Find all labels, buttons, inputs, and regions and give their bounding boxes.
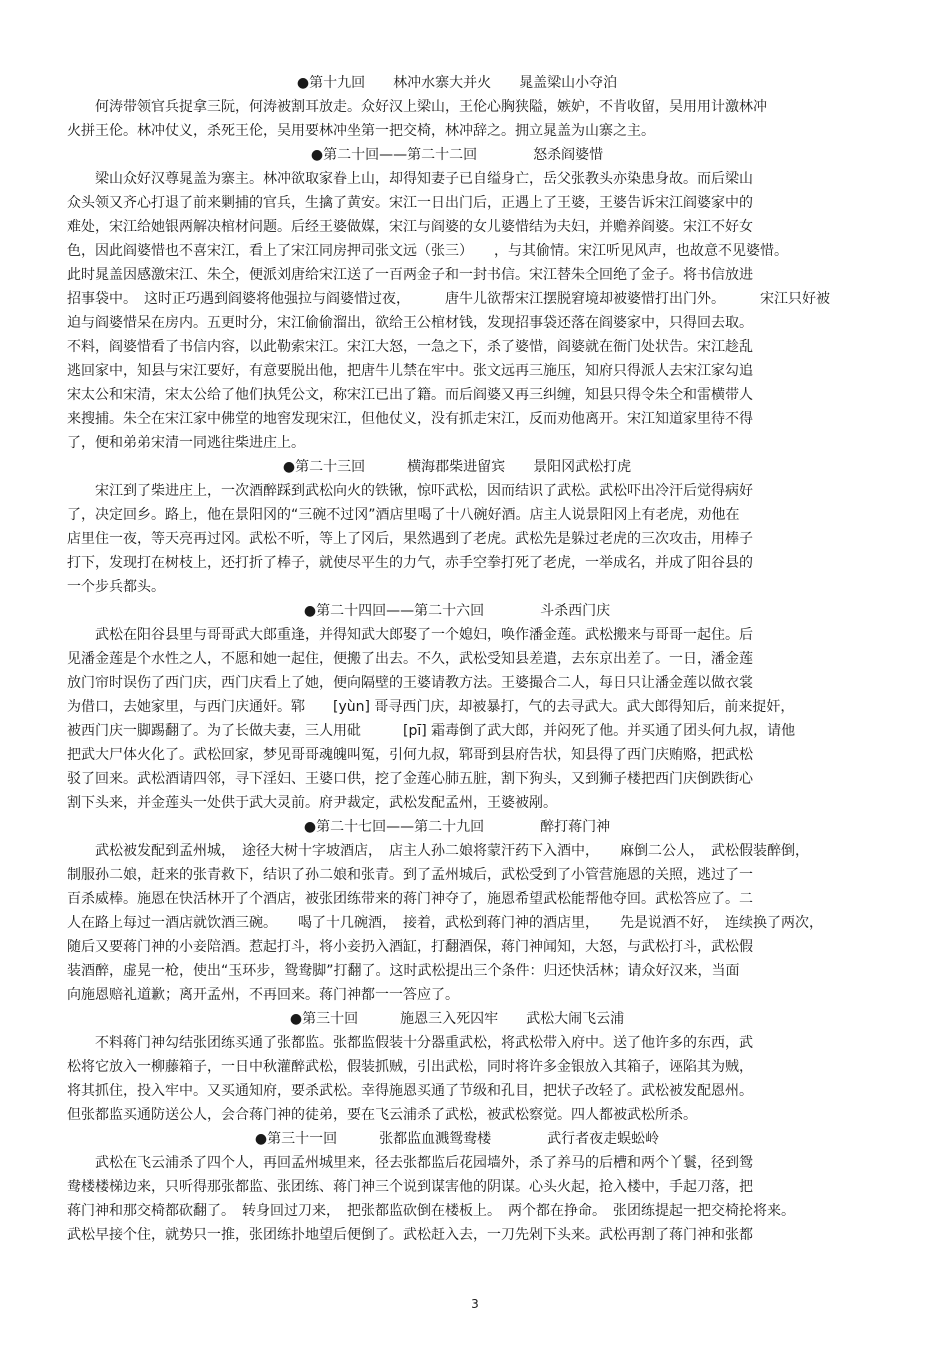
paragraph-line: 制服孙二娘，赶来的张青救下，结识了孙二娘和张青。到了孟州城后，武松受到了小管营施恩的关照，逃过了一 bbox=[67, 867, 753, 883]
chapter-summary-paragraph bbox=[67, 1031, 887, 1127]
paragraph-line: 武松被发配到孟州城， 途径大树十字坡酒店， 店主人孙二娘将蒙汗药下入酒中， 麻倒二公人， 武松假装醉倒， bbox=[67, 843, 809, 859]
chapter-summary-paragraph bbox=[67, 479, 887, 599]
paragraph-line: 了，便和弟弟宋清一同逃往柴进庄上。 bbox=[67, 435, 305, 451]
chapter-heading: ●第十九回 林冲水寨大并火 晁盖梁山小夺泊 bbox=[296, 75, 618, 91]
chapter-summary-paragraph bbox=[67, 839, 887, 1007]
paragraph-line: 被西门庆一脚踢翻了。为了长做夫妻，三人用砒 [pī] 霜毒倒了武大郎，并闷死了他。并买通了团头何九叔，请他 bbox=[67, 723, 796, 739]
chapter-heading: ●第三十一回 张都监血溅鸳鸯楼 武行者夜走蜈蚣岭 bbox=[254, 1131, 660, 1147]
chapter-heading: ●第二十回——第二十二回 怒杀阎婆惜 bbox=[310, 147, 604, 163]
paragraph-line: 不料蒋门神勾结张团练买通了张都监。张都监假装十分器重武松，将武松带入府中。送了他许多的东西，武 bbox=[67, 1035, 753, 1051]
paragraph-line: 将其抓住，投入牢中。又买通知府，要杀武松。幸得施恩买通了节级和孔目，把状子改轻了。武松被发配恩州。 bbox=[67, 1083, 753, 1099]
paragraph-line: 装酒醉，虚晃一枪，使出“玉环步，鸳鸯脚”打翻了。这时武松提出三个条件：归还快活林；请众好汉来，当面 bbox=[67, 963, 740, 979]
paragraph-line: 武松在阳谷县里与哥哥武大郎重逢，并得知武大郎娶了一个媳妇，唤作潘金莲。武松搬来与哥哥一起住。后 bbox=[67, 627, 753, 643]
paragraph-line: 蒋门神和那交椅都砍翻了。 转身回过刀来， 把张都监砍倒在楼板上。 两个都在挣命。 张团练提起一把交椅抡将来。 bbox=[67, 1203, 795, 1219]
document-body bbox=[67, 71, 887, 1247]
paragraph-line: 宋江到了柴进庄上，一次酒醉踩到武松向火的铁锹，惊吓武松，因而结识了武松。武松吓出冷汗后觉得病好 bbox=[67, 483, 753, 499]
chapter-section bbox=[67, 143, 887, 455]
paragraph-line: 逃回家中，知县与宋江要好，有意要脱出他，把唐牛儿禁在牢中。张文远再三施压，知府只得派人去宋江家勾追 bbox=[67, 363, 753, 379]
chapter-summary-paragraph bbox=[67, 623, 887, 815]
paragraph-line: 见潘金莲是个水性之人，不愿和她一起住，便搬了出去。不久，武松受知县差遣，去东京出差了。一日，潘金莲 bbox=[67, 651, 753, 667]
paragraph-line: 何涛带领官兵捉拿三阮，何涛被割耳放走。众好汉上梁山，王伦心胸狭隘，嫉妒，不肯收留，吴用用计激林冲 bbox=[67, 99, 767, 115]
paragraph-line: 难处，宋江给她银两解决棺材问题。后经王婆做媒，宋江与阎婆的女儿婆惜结为夫妇，并赡养阎婆。宋江不好女 bbox=[67, 219, 753, 235]
chapter-section bbox=[67, 1007, 887, 1127]
paragraph-line: 人在路上每过一酒店就饮酒三碗。 喝了十几碗酒， 接着，武松到蒋门神的酒店里， 先是说酒不好， 连续换了两次， bbox=[67, 915, 823, 931]
paragraph-line: 百杀威棒。施恩在快活林开了个酒店，被张团练带来的蒋门神夺了，施恩希望武松能帮他夺回。武松答应了。二 bbox=[67, 891, 753, 907]
chapter-summary-paragraph bbox=[67, 95, 887, 143]
paragraph-line: 众头领又齐心打退了前来剿捕的官兵，生擒了黄安。宋江一日出门后，正遇上了王婆，王婆告诉宋江阎婆家中的 bbox=[67, 195, 753, 211]
paragraph-line: 一个步兵都头。 bbox=[67, 579, 165, 595]
paragraph-line: 随后又要蒋门神的小妾陪酒。惹起打斗，将小妾扔入酒缸，打翻酒保，蒋门神闻知，大怒，与武松打斗，武松假 bbox=[67, 939, 753, 955]
paragraph-line: 不料，阎婆惜看了书信内容，以此勒索宋江。宋江大怒，一急之下，杀了婆惜，阎婆就在衙门处状告。宋江趁乱 bbox=[67, 339, 753, 355]
chapter-heading: ●第三十回 施恩三入死囚牢 武松大闹飞云浦 bbox=[289, 1011, 625, 1027]
paragraph-line: 为借口，去她家里，与西门庆通奸。郓 [yùn] 哥寻西门庆，却被暴打，气的去寻武大。武大郎得知后，前来捉奸， bbox=[67, 699, 795, 715]
paragraph-line: 火拼王伦。林冲仗义，杀死王伦，吴用要林冲坐第一把交椅，林冲辞之。拥立晁盖为山寨之主。 bbox=[67, 123, 655, 139]
paragraph-line: 把武大尸体火化了。武松回家，梦见哥哥魂魄叫冤，引何九叔，郓哥到县府告状，知县得了西门庆贿赂，把武松 bbox=[67, 747, 753, 763]
paragraph-line: 招事袋中。 这时正巧遇到阎婆将他强拉与阎婆惜过夜， 唐牛儿欲帮宋江摆脱窘境却被婆惜打出门外。 宋江只好被 bbox=[67, 291, 830, 307]
paragraph-line: 武松在飞云浦杀了四个人，再回孟州城里来，径去张都监后花园墙外，杀了养马的后槽和两个丫鬟，径到鸳 bbox=[67, 1155, 753, 1171]
paragraph-line: 梁山众好汉尊晁盖为寨主。林冲欲取家眷上山，却得知妻子已自缢身亡，岳父张教头亦染患身故。而后梁山 bbox=[67, 171, 753, 187]
paragraph-line: 了，决定回乡。路上，他在景阳冈的“三碗不过冈”酒店里喝了十八碗好酒。店主人说景阳冈上有老虎，劝他在 bbox=[67, 507, 740, 523]
paragraph-line: 宋太公和宋清，宋太公给了他们执凭公文，称宋江已出了籍。而后阎婆又再三纠缠，知县只得令朱仝和雷横带人 bbox=[67, 387, 753, 403]
chapter-heading: ●第二十四回——第二十六回 斗杀西门庆 bbox=[303, 603, 611, 619]
chapter-heading: ●第二十七回——第二十九回 醉打蒋门神 bbox=[303, 819, 611, 835]
chapter-heading: ●第二十三回 横海郡柴进留宾 景阳冈武松打虎 bbox=[282, 459, 632, 475]
paragraph-line: 松将它放入一柳藤箱子，一日中秋灌醉武松，假装抓贼，引出武松，同时将许多金银放入其箱子，诬陷其为贼， bbox=[67, 1059, 753, 1075]
chapter-section bbox=[67, 815, 887, 1007]
page-number: 3 bbox=[471, 1297, 479, 1311]
paragraph-line: 割下头来，并金莲头一处供于武大灵前。府尹裁定，武松发配孟州，王婆被剐。 bbox=[67, 795, 557, 811]
chapter-summary-paragraph bbox=[67, 1151, 887, 1247]
paragraph-line: 但张都监买通防送公人，会合蒋门神的徒弟，要在飞云浦杀了武松，被武松察觉。四人都被武松所杀。 bbox=[67, 1107, 697, 1123]
paragraph-line: 鸯楼楼梯边来，只听得那张都监、张团练、蒋门神三个说到谋害他的阴谋。心头火起，抢入楼中，手起刀落，把 bbox=[67, 1179, 753, 1195]
paragraph-line: 向施恩赔礼道歉；离开孟州，不再回来。蒋门神都一一答应了。 bbox=[67, 987, 459, 1003]
chapter-section bbox=[67, 599, 887, 815]
paragraph-line: 放门帘时误伤了西门庆，西门庆看上了她，便向隔壁的王婆请教方法。王婆撮合二人，每日只让潘金莲以做衣裳 bbox=[67, 675, 753, 691]
paragraph-line: 迫与阎婆惜呆在房内。五更时分，宋江偷偷溜出，欲给王公棺材钱，发现招事袋还落在阎婆家中，只得回去取。 bbox=[67, 315, 753, 331]
paragraph-line: 驳了回来。武松酒请四邻，寻下淫妇、王婆口供，挖了金莲心肺五脏，割下狗头，又到狮子楼把西门庆倒跌街心 bbox=[67, 771, 753, 787]
chapter-section bbox=[67, 1127, 887, 1247]
chapter-section bbox=[67, 71, 887, 143]
paragraph-line: 色，因此阎婆惜也不喜宋江，看上了宋江同房押司张文远（张三） ，与其偷情。宋江听见风声，也故意不见婆惜。 bbox=[67, 243, 788, 259]
paragraph-line: 此时晁盖因感激宋江、朱仝，便派刘唐给宋江送了一百两金子和一封书信。宋江替朱仝回绝了金子。将书信放进 bbox=[67, 267, 753, 283]
paragraph-line: 来搜捕。朱仝在宋江家中佛堂的地窖发现宋江，但他仗义，没有抓走宋江，反而劝他离开。宋江知道家里待不得 bbox=[67, 411, 753, 427]
chapter-summary-paragraph bbox=[67, 167, 887, 455]
paragraph-line: 武松早接个住，就势只一推，张团练扑地望后便倒了。武松赶入去，一刀先剁下头来。武松再割了蒋门神和张都 bbox=[67, 1227, 753, 1243]
paragraph-line: 店里住一夜，等天亮再过冈。武松不听，等上了冈后，果然遇到了老虎。武松先是躲过老虎的三次攻击，用棒子 bbox=[67, 531, 753, 547]
chapter-section bbox=[67, 455, 887, 599]
paragraph-line: 打下，发现打在树枝上，还打折了棒子，就使尽平生的力气，赤手空拳打死了老虎，一举成名，并成了阳谷县的 bbox=[67, 555, 753, 571]
